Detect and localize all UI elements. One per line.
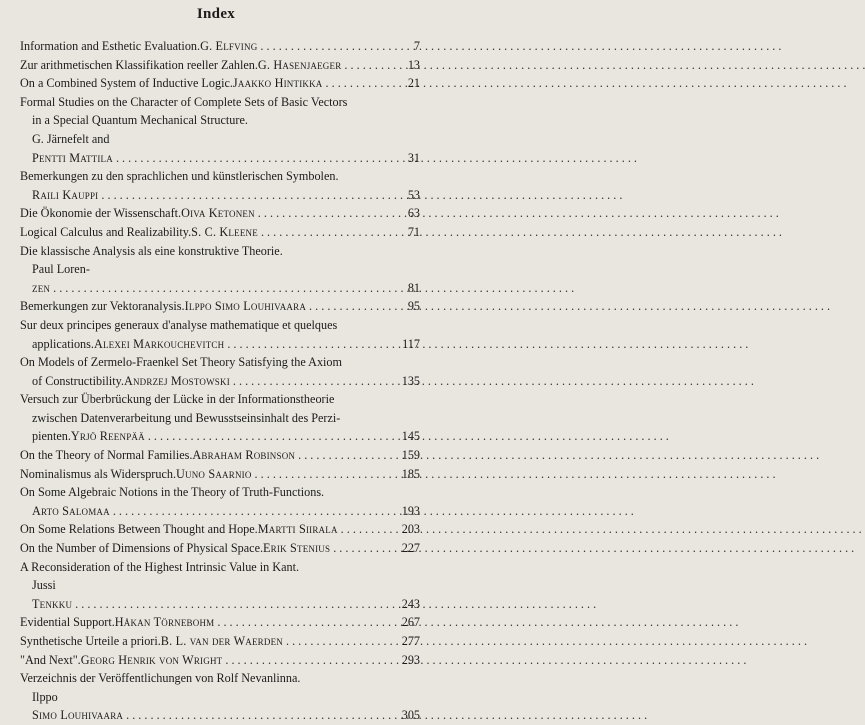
entry-title-text: of Constructibility. <box>32 373 124 388</box>
index-entry[interactable] <box>20 167 420 204</box>
entry-title-line <box>20 390 420 409</box>
entry-title-text: G. Järnefelt and <box>32 131 110 146</box>
entry-page-number: 117 <box>402 336 420 351</box>
entry-title-text: Synthetische Urteile a priori. <box>20 634 161 648</box>
dot-leader <box>227 335 396 354</box>
entry-author: Erik Stenius <box>263 541 331 556</box>
index-entry[interactable] <box>20 74 420 93</box>
dot-leader <box>261 223 396 242</box>
entry-title-text: "And Next". <box>20 652 81 667</box>
dot-leader <box>258 204 396 223</box>
entry-title-text: Ilppo <box>32 689 58 704</box>
index-entry[interactable] <box>20 632 420 651</box>
entry-page-number: 293 <box>401 652 420 667</box>
entry-title-text: applications. <box>32 336 94 351</box>
index-entry[interactable] <box>20 223 420 242</box>
entry-page-number: 305 <box>401 708 420 723</box>
index-entry[interactable] <box>20 353 420 390</box>
entry-page-number: 135 <box>401 373 420 388</box>
entry-title-line <box>20 335 420 354</box>
entry-title-line <box>20 372 420 391</box>
index-entry[interactable] <box>20 446 420 465</box>
entry-title-text: On a Combined System of Inductive Logic. <box>20 76 233 91</box>
entry-title-line <box>20 130 420 149</box>
entry-title-text: On the Theory of Normal Families. <box>20 448 193 463</box>
index-entry[interactable] <box>20 242 420 298</box>
entry-author-line <box>20 149 420 168</box>
entry-author: Martti Siirala <box>257 522 338 537</box>
entry-title-text: pienten. <box>32 429 71 444</box>
entry-title-line <box>20 409 420 428</box>
entry-author: B. L. van der Waerden <box>160 634 283 648</box>
index-entry[interactable] <box>20 558 420 614</box>
entry-author: Håkan Törnebohm <box>114 615 215 630</box>
dot-leader <box>101 186 396 205</box>
entry-title-text: Paul Loren- <box>32 262 90 277</box>
entry-author: G. Hasenjaeger <box>257 57 342 72</box>
entry-author-line <box>20 595 420 614</box>
entry-page-number: 31 <box>407 150 420 165</box>
entry-page-number: 53 <box>407 187 420 202</box>
dot-leader <box>309 297 396 316</box>
entry-author: S. C. Kleene <box>191 224 258 239</box>
entry-title-text: Nominalismus als Widerspruch. <box>20 466 177 481</box>
entry-title-text: On the Number of Dimensions of Physical Space. <box>20 541 264 556</box>
entry-page-number: 95 <box>407 299 420 314</box>
entry-author: Yrjö Reenpää <box>70 429 145 444</box>
entry-title-text: Evidential Support. <box>20 615 115 630</box>
index-entry[interactable] <box>20 483 420 520</box>
dot-leader <box>116 149 396 168</box>
entry-title-line <box>20 688 420 707</box>
entry-title-text: Verzeichnis der Veröffentlichungen von Rolf Nevanlinna. <box>20 671 301 686</box>
entry-title-line <box>20 93 420 112</box>
entry-title-line <box>20 111 420 130</box>
index-entry[interactable] <box>20 520 420 539</box>
entry-author: Raili Kauppi <box>32 187 99 202</box>
dot-leader <box>326 74 396 93</box>
entry-author: Abraham Robinson <box>192 448 296 463</box>
index-entry[interactable] <box>20 651 420 670</box>
entry-page-number: 227 <box>401 541 420 556</box>
entry-title-line <box>20 520 420 539</box>
entry-title-line <box>20 483 420 502</box>
entry-author: Arto Salomaa <box>32 503 110 518</box>
entry-title-line <box>20 576 420 595</box>
entry-title-text: Formal Studies on the Character of Complete Sets of Basic Vectors <box>20 94 348 109</box>
entry-page-number: 159 <box>401 448 420 463</box>
entry-page-number: 7 <box>413 39 420 53</box>
entry-author-line <box>20 279 420 298</box>
page-title: Index <box>196 6 236 22</box>
entry-title-line <box>20 297 420 316</box>
dot-leader <box>217 613 396 632</box>
entry-page-number: 185 <box>401 466 420 481</box>
entry-page-number: 193 <box>401 503 420 518</box>
entry-title-line <box>20 427 420 446</box>
entry-author: Andrzej Mostowski <box>123 373 230 388</box>
entry-title-text: Die Ökonomie der Wissenschaft. <box>20 206 182 221</box>
entry-title-line <box>20 260 420 279</box>
entry-title-text: Jussi <box>32 578 56 593</box>
dot-leader <box>333 539 396 558</box>
dot-leader <box>344 56 396 75</box>
entry-title-line <box>20 465 420 484</box>
entry-title-line <box>20 353 420 372</box>
entry-page-number: 145 <box>401 429 420 444</box>
index-entry[interactable] <box>20 316 420 353</box>
entry-title-text: A Reconsideration of the Highest Intrinsic Value in Kant. <box>20 559 300 574</box>
entry-page-number: 13 <box>407 57 420 72</box>
entry-title-line <box>20 37 420 56</box>
entry-title-line <box>20 56 420 75</box>
entry-author: Oiva Ketonen <box>181 206 255 221</box>
entry-page-number: 203 <box>401 522 420 537</box>
dot-leader <box>260 37 396 56</box>
dot-leader <box>286 632 396 651</box>
entry-title-line <box>20 242 420 261</box>
entry-title-text: Logical Calculus and Realizability. <box>20 224 192 239</box>
entry-page-number: 267 <box>401 615 420 630</box>
index-entry[interactable] <box>20 669 420 725</box>
entry-title-line <box>20 632 420 651</box>
entry-author: Simo Louhivaara <box>32 708 124 723</box>
entry-title-text: On Models of Zermelo-Fraenkel Set Theory Satisfying the Axiom <box>20 355 343 370</box>
index-entry[interactable] <box>20 37 420 56</box>
dot-leader <box>53 279 396 298</box>
index-entry[interactable] <box>20 465 420 484</box>
entry-title-text: Die klassische Analysis als eine konstruktive Theorie. <box>20 243 283 258</box>
index-entry[interactable] <box>20 297 420 316</box>
entry-title-text: Sur deux principes generaux d'analyse mathematique et quelques <box>20 317 338 332</box>
index-entry[interactable] <box>20 93 420 167</box>
entry-title-line <box>20 204 420 223</box>
entry-title-line <box>20 613 420 632</box>
entry-author-line <box>20 706 420 725</box>
dot-leader <box>113 502 396 521</box>
index-entry[interactable] <box>20 390 420 446</box>
entry-author-line <box>20 186 420 205</box>
entry-title-line <box>20 316 420 335</box>
index-entry[interactable] <box>20 539 420 558</box>
entry-title-line <box>20 539 420 558</box>
entry-author: G. Elfving <box>200 39 258 53</box>
entry-title-line <box>20 74 420 93</box>
entry-page-number: 63 <box>407 206 420 221</box>
dot-leader <box>225 651 396 670</box>
entry-title-line <box>20 669 420 688</box>
entry-title-line <box>20 223 420 242</box>
entry-title-text: Zur arithmetischen Klassifikation reeller Zahlen. <box>20 57 258 72</box>
entry-title-line <box>20 651 420 670</box>
entry-title-text: Bemerkungen zu den sprachlichen und künstlerischen Symbolen. <box>20 169 339 184</box>
index-page <box>0 0 432 723</box>
entry-page-number: 81 <box>407 280 420 295</box>
entry-author: Jaakko Hintikka <box>232 76 323 91</box>
entry-author: Alexei Markouchevitch <box>93 336 225 351</box>
entry-title-text: zwischen Datenverarbeitung und Bewusstseinsinhalt des Perzi- <box>32 410 341 425</box>
entry-page-number: 71 <box>407 224 420 239</box>
entry-title-text: in a Special Quantum Mechanical Structure. <box>32 113 248 128</box>
entry-title-line <box>20 558 420 577</box>
entry-author: zen <box>32 280 51 295</box>
entry-author: Pentti Mattila <box>32 150 113 165</box>
dot-leader <box>341 520 396 539</box>
entry-title-text: On Some Algebraic Notions in the Theory of Truth-Functions. <box>20 485 325 500</box>
dot-leader <box>126 706 396 725</box>
dot-leader <box>298 446 396 465</box>
entry-title-line <box>20 167 420 186</box>
entry-title-text: On Some Relations Between Thought and Hope. <box>20 522 258 537</box>
entry-title-text: Versuch zur Überbrückung der Lücke in der Informationstheorie <box>20 392 335 407</box>
index-entry[interactable] <box>20 613 420 632</box>
entry-author: Uuno Saarnio <box>176 466 252 481</box>
entry-title-text: Bemerkungen zur Vektoranalysis. <box>20 299 185 314</box>
index-entry[interactable] <box>20 56 420 75</box>
entry-author: Ilppo Simo Louhivaara <box>184 299 307 314</box>
entry-page-number: 277 <box>401 634 420 648</box>
index-entry[interactable] <box>20 204 420 223</box>
entry-author: Tenkku <box>32 596 73 611</box>
entry-author-line <box>20 502 420 521</box>
dot-leader <box>148 427 396 446</box>
entry-title-line <box>20 446 420 465</box>
dot-leader <box>255 465 396 484</box>
dot-leader <box>75 595 396 614</box>
entry-page-number: 21 <box>407 76 420 91</box>
index-entries <box>20 37 420 725</box>
dot-leader <box>233 372 396 391</box>
entry-author: Georg Henrik von Wright <box>80 652 223 667</box>
entry-title-text: Information and Esthetic Evaluation. <box>20 39 201 53</box>
entry-page-number: 243 <box>401 596 420 611</box>
